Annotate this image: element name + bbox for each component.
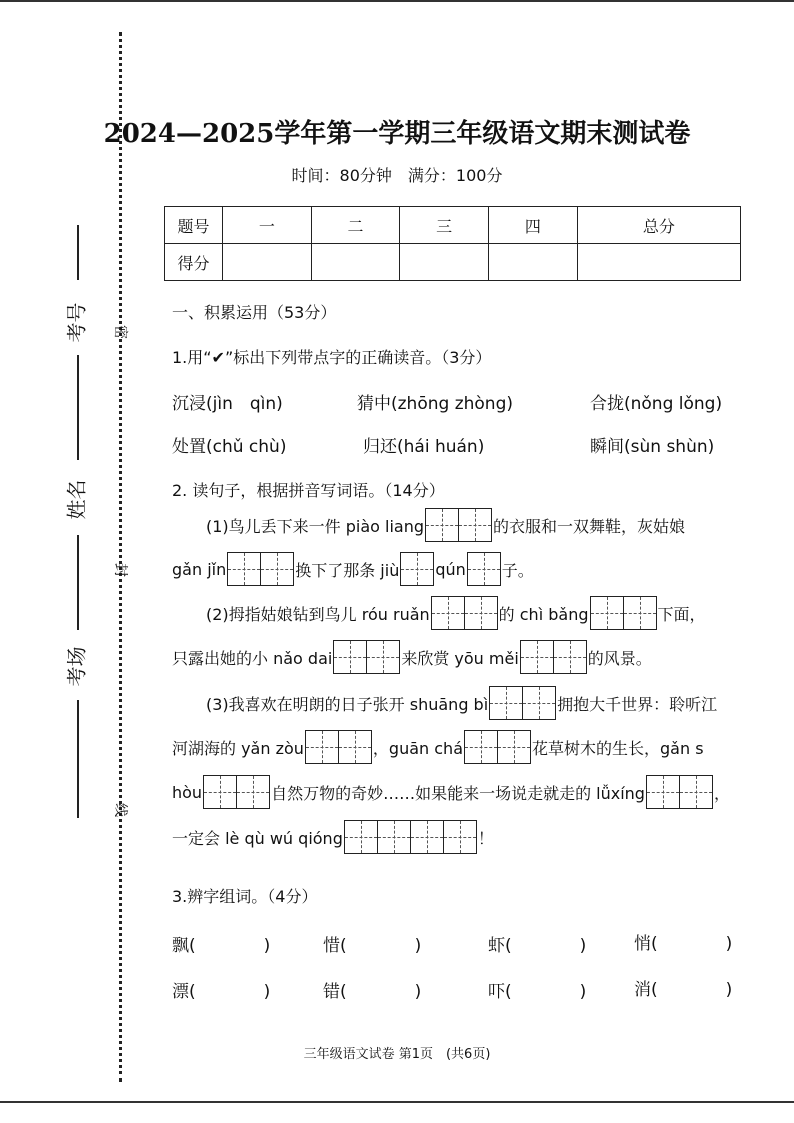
q2-text: 一定会 lè qù wú qióng [172, 828, 343, 848]
q2-line [172, 552, 534, 586]
q2-text: 河湖海的 yǎn zòu [172, 738, 304, 758]
q2-line [172, 820, 494, 854]
q1-item[interactable]: 猜中(zhōng zhòng) [357, 394, 513, 414]
score-input-cell[interactable] [577, 244, 740, 281]
q3-item[interactable]: 飘( ) [172, 936, 271, 956]
q2-text: ，guān chá [372, 738, 463, 758]
question-1-prompt: 1.用“✔”标出下列带点字的正确读音。（3分） [172, 348, 492, 367]
question-3-prompt: 3.辨字组词。（4分） [172, 887, 318, 906]
q2-line [172, 640, 652, 674]
binding-rule [77, 700, 79, 818]
seal-mark: 线 [112, 803, 128, 817]
score-input-cell[interactable] [489, 244, 578, 281]
q3-item[interactable]: 错( ) [323, 982, 422, 1002]
q3-item[interactable]: 吓( ) [488, 982, 587, 1002]
table-row [165, 207, 741, 244]
table-cell: 四 [489, 207, 578, 244]
q2-text: 自然万物的奇妙……如果能来一场说走就走的 lǚxíng [271, 783, 645, 803]
binding-rule [77, 225, 79, 280]
table-cell: 得分 [165, 244, 223, 281]
answer-grid[interactable] [489, 686, 556, 720]
q2-text: ！ [477, 828, 494, 848]
table-row [165, 244, 741, 281]
answer-grid[interactable] [431, 596, 498, 630]
q2-text: gǎn jǐn [172, 559, 227, 579]
q2-text: 拥抱大千世界：聆听江 [557, 694, 718, 714]
q2-text: 的风景。 [587, 648, 652, 668]
q1-item[interactable]: 合拢(nǒng lǒng) [590, 394, 723, 414]
top-border [0, 0, 794, 2]
q2-text: qún [435, 559, 466, 579]
q2-line [206, 508, 685, 542]
table-cell: 三 [400, 207, 489, 244]
seal-mark: 密 [112, 325, 128, 339]
q1-item[interactable]: 归还(hái huán) [363, 437, 485, 457]
section-heading: 一、积累运用（53分） [172, 303, 337, 322]
q3-item[interactable]: 消( ) [634, 980, 733, 1000]
q2-text: 换下了那条 jiù [295, 560, 400, 580]
score-input-cell[interactable] [400, 244, 489, 281]
answer-grid[interactable] [425, 508, 492, 542]
answer-grid[interactable] [520, 640, 587, 674]
answer-grid[interactable] [333, 640, 400, 674]
exam-number-label: 考号 [64, 302, 89, 343]
exam-title: 2024—2025学年第一学期三年级语文期末测试卷 [103, 119, 691, 149]
q2-text: 花草树木的生长，gǎn s [532, 738, 704, 758]
question-2-prompt: 2. 读句子，根据拼音写词语。（14分） [172, 481, 445, 500]
answer-grid[interactable] [344, 820, 477, 854]
q2-line [206, 686, 717, 720]
q2-text: 来欣赏 yōu měi [401, 648, 519, 668]
score-input-cell[interactable] [223, 244, 312, 281]
q3-item[interactable]: 惜( ) [323, 936, 422, 956]
q2-text: ， [713, 783, 730, 803]
q1-item[interactable]: 瞬间(sùn shùn) [590, 437, 715, 457]
score-input-cell[interactable] [311, 244, 400, 281]
q3-item[interactable]: 虾( ) [488, 936, 587, 956]
answer-grid[interactable] [203, 775, 270, 809]
table-cell: 二 [311, 207, 400, 244]
q2-text: hòu [172, 782, 203, 802]
q2-text: (3)我喜欢在明朗的日子张开 shuāng bì [206, 694, 489, 714]
bottom-border [0, 1101, 794, 1103]
name-label: 姓名 [64, 479, 89, 520]
answer-grid[interactable] [305, 730, 372, 764]
page-footer: 三年级语文试卷 第1页 (共6页) [303, 1047, 491, 1062]
binding-dotted-line [119, 32, 122, 1082]
q2-text: (1)鸟儿丢下来一件 piào liang [206, 516, 425, 536]
table-cell: 题号 [165, 207, 223, 244]
answer-grid[interactable] [227, 552, 294, 586]
q2-line [172, 775, 730, 809]
q2-text: 下面， [657, 604, 706, 624]
seal-mark: 封 [112, 563, 128, 577]
answer-grid[interactable] [646, 775, 713, 809]
answer-grid[interactable] [400, 552, 434, 586]
table-cell: 总分 [577, 207, 740, 244]
q2-line [206, 596, 706, 630]
q2-text: 的 chì bǎng [498, 604, 589, 624]
table-cell: 一 [223, 207, 312, 244]
score-table [164, 206, 741, 281]
answer-grid[interactable] [467, 552, 501, 586]
q3-item[interactable]: 漂( ) [172, 982, 271, 1002]
exam-subtitle: 时间：80分钟 满分：100分 [291, 166, 503, 185]
q2-text: (2)拇指姑娘钻到鸟儿 róu ruǎn [206, 604, 430, 624]
q2-text: 只露出她的小 nǎo dai [172, 648, 333, 668]
exam-room-label: 考场 [64, 646, 89, 687]
binding-rule [77, 355, 79, 460]
q1-item[interactable]: 沉浸(jìn qìn) [172, 394, 283, 414]
answer-grid[interactable] [590, 596, 657, 630]
q3-item[interactable]: 悄( ) [634, 934, 733, 954]
q2-line [172, 730, 704, 764]
q2-text: 的衣服和一双舞鞋，灰姑娘 [493, 516, 686, 536]
answer-grid[interactable] [464, 730, 531, 764]
q1-item[interactable]: 处置(chǔ chù) [172, 437, 287, 457]
q2-text: 子。 [501, 560, 534, 580]
binding-rule [77, 535, 79, 630]
